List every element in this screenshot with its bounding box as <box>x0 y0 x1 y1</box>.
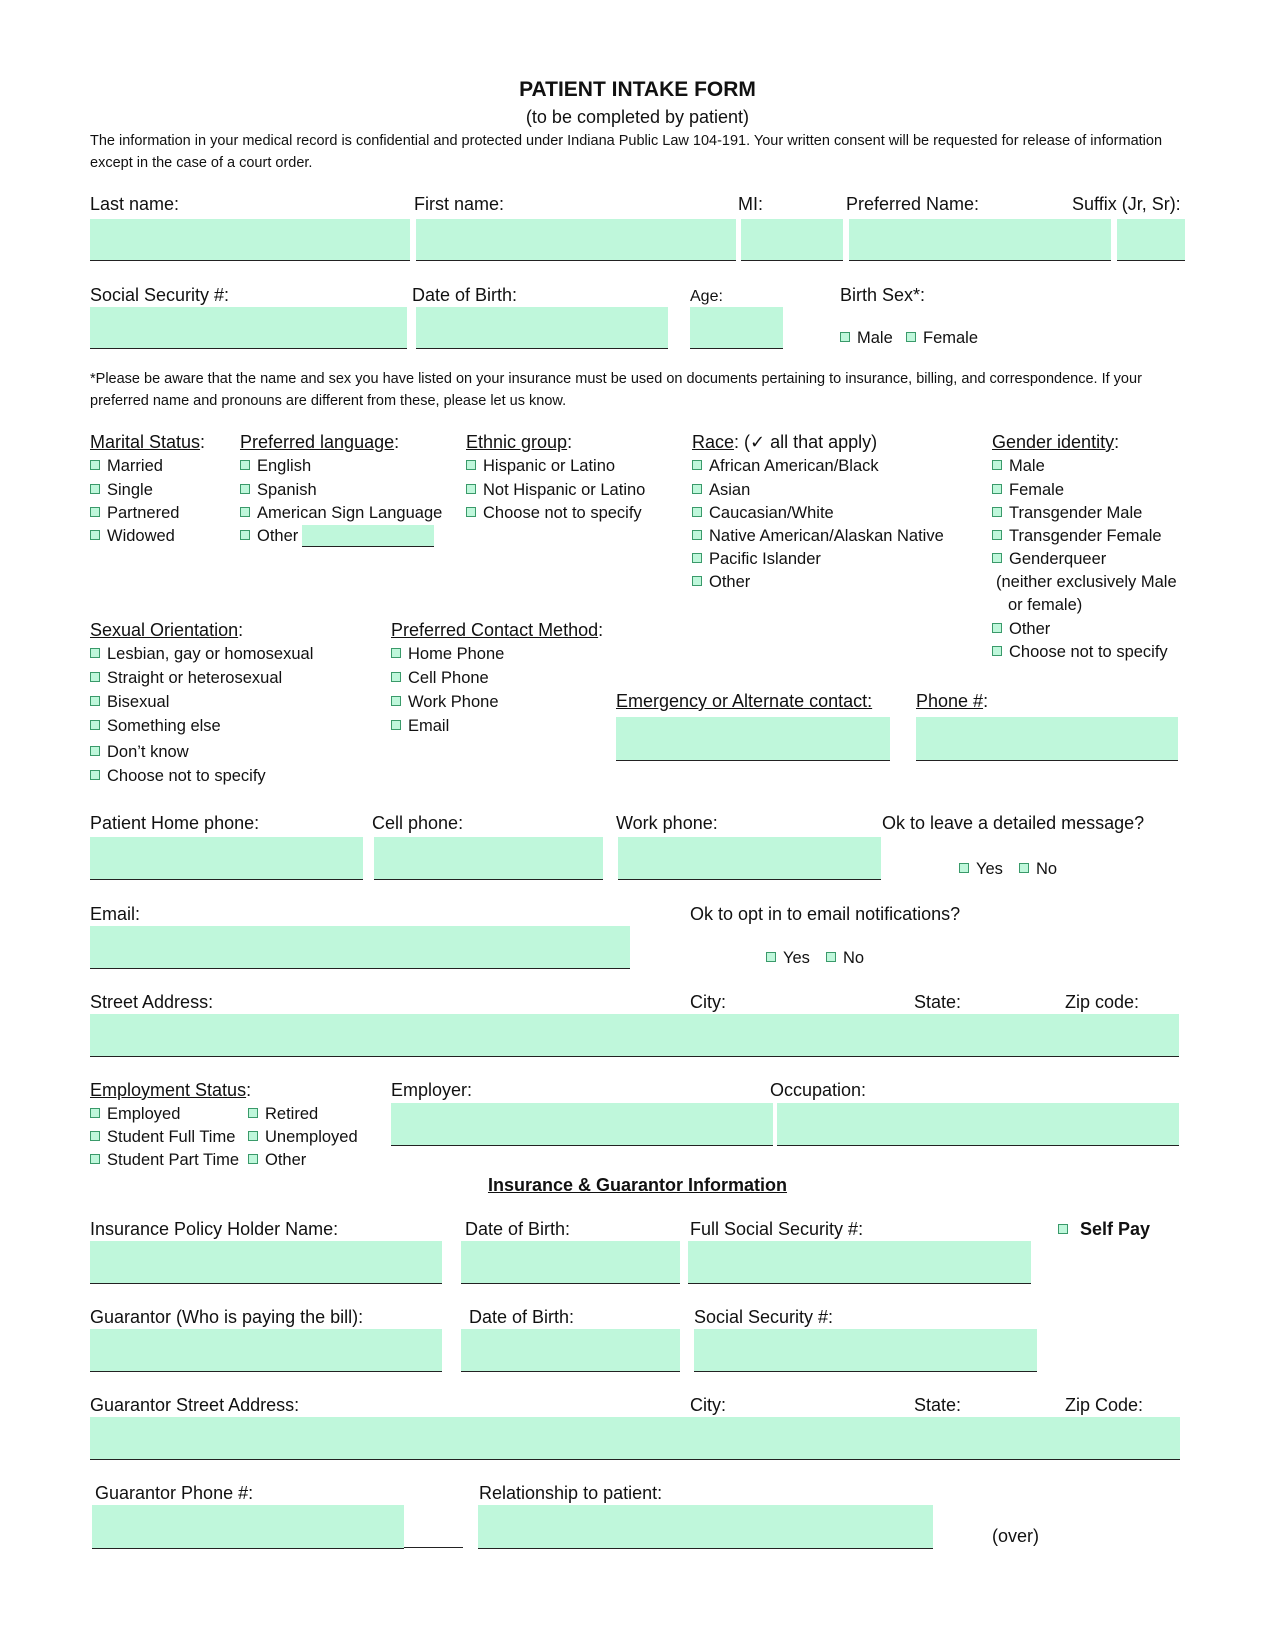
checkbox-icon[interactable] <box>248 1131 258 1141</box>
checkbox-icon[interactable] <box>692 484 702 494</box>
age-label: Age: <box>690 288 723 305</box>
emergency-phone-label: Phone #: <box>916 691 989 711</box>
employer-field[interactable] <box>391 1103 773 1146</box>
checkbox-icon[interactable] <box>391 648 401 658</box>
checkbox-icon[interactable] <box>840 332 850 342</box>
birth-sex-female-option[interactable]: Female <box>906 329 978 348</box>
ethnic-option[interactable]: Choose not to specify <box>466 504 642 523</box>
occupation-field[interactable] <box>777 1103 1179 1146</box>
checkbox-icon[interactable] <box>692 576 702 586</box>
last-name-label: Last name: <box>90 194 180 214</box>
mi-label: MI: <box>738 194 763 214</box>
home-phone-label: Patient Home phone: <box>90 813 260 833</box>
ssn-field[interactable] <box>90 307 407 349</box>
cell-phone-field[interactable] <box>374 837 603 880</box>
checkbox-icon[interactable] <box>240 530 250 540</box>
contact-method-option[interactable]: Email <box>391 717 449 736</box>
marital-option[interactable]: Widowed <box>90 527 175 546</box>
guarantor-dob-field[interactable] <box>461 1329 680 1372</box>
dob-field[interactable] <box>416 307 668 349</box>
checkbox-icon[interactable] <box>90 507 100 517</box>
checkbox-icon[interactable] <box>90 460 100 470</box>
guarantor-zip-label: Zip Code: <box>1065 1395 1144 1415</box>
street-address-label: Street Address: <box>90 992 214 1012</box>
guarantor-ssn-label: Social Security #: <box>694 1307 834 1327</box>
checkbox-icon[interactable] <box>992 623 1002 633</box>
ethnic-option[interactable]: Hispanic or Latino <box>466 457 615 476</box>
holder-ssn-label: Full Social Security #: <box>690 1219 864 1239</box>
checkbox-icon[interactable] <box>240 484 250 494</box>
zip-label: Zip code: <box>1065 992 1140 1012</box>
orientation-option[interactable]: Choose not to specify <box>90 767 266 786</box>
holder-ssn-field[interactable] <box>688 1241 1031 1284</box>
ethnic-option[interactable]: Not Hispanic or Latino <box>466 481 645 500</box>
employment-option[interactable]: Student Full Time <box>90 1128 235 1147</box>
language-option[interactable]: Other <box>240 527 298 546</box>
work-phone-field[interactable] <box>618 837 881 880</box>
preferred-name-field[interactable] <box>849 219 1111 261</box>
guarantor-label: Guarantor (Who is paying the bill): <box>90 1307 364 1327</box>
email-optin-no-option[interactable]: No <box>826 949 864 968</box>
relationship-field[interactable] <box>478 1505 933 1549</box>
guarantor-address-field[interactable] <box>90 1417 1180 1460</box>
race-heading: Race: (✓ all that apply) <box>692 432 878 452</box>
contact-method-option[interactable]: Cell Phone <box>391 669 489 688</box>
checkbox-icon[interactable] <box>992 553 1002 563</box>
race-option[interactable]: Asian <box>692 481 750 500</box>
orientation-option[interactable]: Something else <box>90 717 221 736</box>
employer-label: Employer: <box>391 1080 473 1100</box>
email-optin-question: Ok to opt in to email notifications? <box>690 904 961 924</box>
gender-option[interactable]: Other <box>992 620 1050 639</box>
message-no-option[interactable]: No <box>1019 860 1057 879</box>
ethnic-group-heading: Ethnic group: <box>466 432 573 452</box>
sexual-orientation-heading: Sexual Orientation: <box>90 620 244 640</box>
cell-phone-label: Cell phone: <box>372 813 464 833</box>
emergency-contact-field[interactable] <box>616 717 890 761</box>
birth-sex-male-option[interactable]: Male <box>840 329 893 348</box>
checkbox-icon[interactable] <box>90 672 100 682</box>
gender-option[interactable]: Transgender Male <box>992 504 1142 523</box>
guarantor-phone-field[interactable] <box>92 1505 404 1549</box>
checkbox-icon[interactable] <box>90 484 100 494</box>
checkbox-icon[interactable] <box>466 460 476 470</box>
underline <box>404 1547 463 1548</box>
checkbox-icon[interactable] <box>992 646 1002 656</box>
checkbox-icon[interactable] <box>90 530 100 540</box>
race-option[interactable]: Pacific Islander <box>692 550 821 569</box>
employment-status-heading: Employment Status: <box>90 1080 252 1100</box>
orientation-option[interactable]: Lesbian, gay or homosexual <box>90 645 313 664</box>
work-phone-label: Work phone: <box>616 813 718 833</box>
checkbox-icon[interactable] <box>90 696 100 706</box>
email-optin-yes-option[interactable]: Yes <box>766 949 810 968</box>
contact-method-heading: Preferred Contact Method: <box>391 620 604 640</box>
gender-option[interactable]: Male <box>992 457 1045 476</box>
holder-dob-field[interactable] <box>461 1241 680 1284</box>
checkbox-icon[interactable] <box>466 507 476 517</box>
message-yes-option[interactable]: Yes <box>959 860 1003 879</box>
marital-status-heading: Marital Status: <box>90 432 206 452</box>
language-option[interactable]: American Sign Language <box>240 504 442 523</box>
orientation-option[interactable]: Bisexual <box>90 693 169 712</box>
form-title: PATIENT INTAKE FORM <box>519 78 756 101</box>
dob-label: Date of Birth: <box>412 285 518 305</box>
emergency-phone-field[interactable] <box>916 717 1178 761</box>
checkbox-icon[interactable] <box>692 507 702 517</box>
age-field[interactable] <box>690 307 783 349</box>
race-option[interactable]: African American/Black <box>692 457 879 476</box>
checkbox-icon[interactable] <box>240 460 250 470</box>
employment-option[interactable]: Unemployed <box>248 1128 358 1147</box>
checkbox-icon[interactable] <box>466 484 476 494</box>
language-option[interactable]: English <box>240 457 311 476</box>
emergency-contact-label: Emergency or Alternate contact: <box>616 691 873 711</box>
checkbox-icon[interactable] <box>692 553 702 563</box>
checkbox-icon[interactable] <box>992 507 1002 517</box>
checkbox-icon[interactable] <box>240 507 250 517</box>
language-option[interactable]: Spanish <box>240 481 317 500</box>
genderqueer-note: (neither exclusively Male <box>996 573 1177 591</box>
marital-option[interactable]: Single <box>90 481 153 500</box>
employment-option[interactable]: Employed <box>90 1105 180 1124</box>
guarantor-phone-label: Guarantor Phone #: <box>95 1483 254 1503</box>
gender-identity-heading: Gender identity: <box>992 432 1120 452</box>
insurance-section-heading: Insurance & Guarantor Information <box>487 1175 788 1195</box>
checkbox-icon[interactable] <box>90 1108 100 1118</box>
guarantor-name-field[interactable] <box>90 1329 442 1372</box>
checkbox-icon[interactable] <box>692 530 702 540</box>
checkbox-icon[interactable] <box>906 332 916 342</box>
policy-holder-field[interactable] <box>90 1241 442 1284</box>
language-other-field[interactable] <box>302 525 434 547</box>
policy-holder-label: Insurance Policy Holder Name: <box>90 1219 339 1239</box>
checkbox-icon[interactable] <box>391 720 401 730</box>
last-name-field[interactable] <box>90 219 410 261</box>
mi-field[interactable] <box>741 219 843 261</box>
orientation-option[interactable]: Don’t know <box>90 743 189 762</box>
employment-option[interactable]: Retired <box>248 1105 318 1124</box>
occupation-label: Occupation: <box>770 1080 867 1100</box>
suffix-field[interactable] <box>1117 219 1185 261</box>
checkbox-icon[interactable] <box>90 746 100 756</box>
guarantor-dob-label: Date of Birth: <box>469 1307 575 1327</box>
checkbox-icon[interactable] <box>959 863 969 873</box>
over-note: (over) <box>992 1526 1040 1546</box>
gender-option[interactable]: Choose not to specify <box>992 643 1168 662</box>
employment-option[interactable]: Other <box>248 1151 306 1170</box>
marital-option[interactable]: Married <box>90 457 163 476</box>
guarantor-street-label: Guarantor Street Address: <box>90 1395 300 1415</box>
checkbox-icon[interactable] <box>692 460 702 470</box>
preferred-name-label: Preferred Name: <box>846 194 980 214</box>
checkbox-icon[interactable] <box>992 484 1002 494</box>
first-name-field[interactable] <box>416 219 736 261</box>
checkbox-icon[interactable] <box>248 1108 258 1118</box>
detailed-message-question: Ok to leave a detailed message? <box>882 813 1145 833</box>
language-heading: Preferred language: <box>240 432 400 452</box>
race-option[interactable]: Other <box>692 573 750 592</box>
self-pay-option[interactable]: Self Pay <box>1058 1219 1150 1240</box>
contact-method-option[interactable]: Work Phone <box>391 693 499 712</box>
checkbox-icon[interactable] <box>1058 1224 1068 1234</box>
checkbox-icon[interactable] <box>992 460 1002 470</box>
checkbox-icon[interactable] <box>248 1154 258 1164</box>
state-label: State: <box>914 992 962 1012</box>
ssn-label: Social Security #: <box>90 285 230 305</box>
race-option[interactable]: Caucasian/White <box>692 504 834 523</box>
orientation-option[interactable]: Straight or heterosexual <box>90 669 282 688</box>
checkbox-icon[interactable] <box>90 1154 100 1164</box>
genderqueer-note: or female) <box>1008 596 1083 614</box>
guarantor-state-label: State: <box>914 1395 962 1415</box>
first-name-label: First name: <box>414 194 505 214</box>
checkbox-icon[interactable] <box>1019 863 1029 873</box>
checkbox-icon[interactable] <box>826 952 836 962</box>
city-label: City: <box>690 992 726 1012</box>
form-subtitle: (to be completed by patient) <box>525 107 750 127</box>
relationship-label: Relationship to patient: <box>479 1483 663 1503</box>
gender-option[interactable]: Female <box>992 481 1064 500</box>
confidentiality-notice: The information in your medical record is confidential and protected under Indiana Public Law 104-191. Your written consent will be requested for release of information except in the case of a court order. <box>90 133 1163 171</box>
checkbox-icon[interactable] <box>391 672 401 682</box>
gender-option[interactable]: Transgender Female <box>992 527 1162 546</box>
checkbox-icon[interactable] <box>766 952 776 962</box>
guarantor-city-label: City: <box>690 1395 726 1415</box>
race-option[interactable]: Native American/Alaskan Native <box>692 527 944 546</box>
checkbox-icon[interactable] <box>90 720 100 730</box>
insurance-name-notice: *Please be aware that the name and sex you have listed on your insurance must be used on documents pertaining to insurance, billing, and correspondence. If your preferred name and pronouns are different from these, please let us know. <box>90 371 1142 409</box>
email-label: Email: <box>90 904 141 924</box>
guarantor-ssn-field[interactable] <box>694 1329 1037 1372</box>
birth-sex-label: Birth Sex*: <box>840 285 926 305</box>
employment-option[interactable]: Student Part Time <box>90 1151 239 1170</box>
checkbox-icon[interactable] <box>90 770 100 780</box>
home-phone-field[interactable] <box>90 837 363 880</box>
checkbox-icon[interactable] <box>391 696 401 706</box>
gender-option[interactable]: Genderqueer <box>992 550 1106 569</box>
checkbox-icon[interactable] <box>90 648 100 658</box>
holder-dob-label: Date of Birth: <box>465 1219 571 1239</box>
suffix-label: Suffix (Jr, Sr): <box>1072 194 1181 214</box>
marital-option[interactable]: Partnered <box>90 504 179 523</box>
checkbox-icon[interactable] <box>90 1131 100 1141</box>
street-address-field[interactable] <box>90 1014 1179 1057</box>
checkbox-icon[interactable] <box>992 530 1002 540</box>
contact-method-option[interactable]: Home Phone <box>391 645 504 664</box>
email-field[interactable] <box>90 926 630 969</box>
